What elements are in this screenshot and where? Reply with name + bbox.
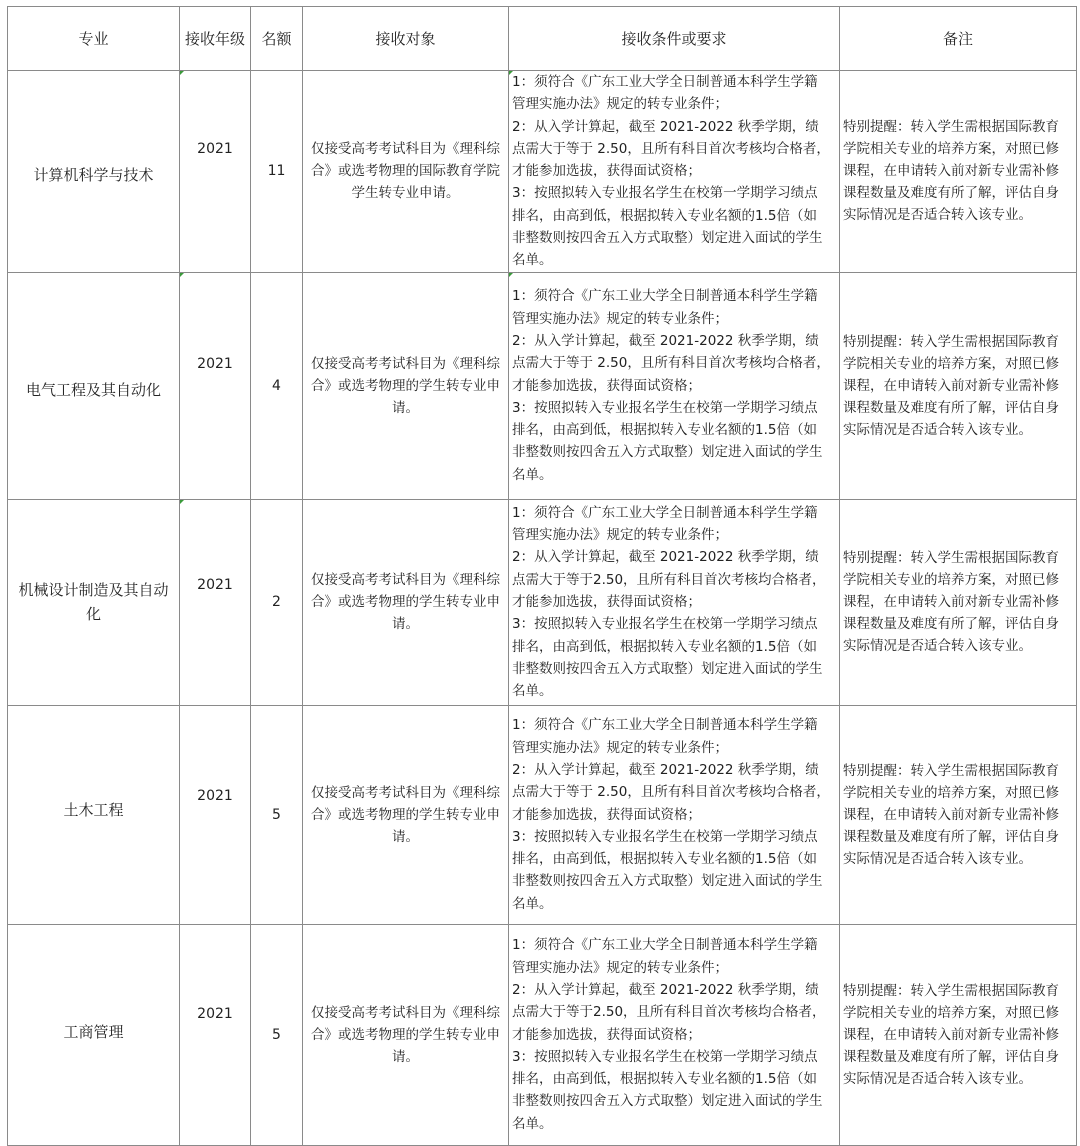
cell-corner-marker	[180, 273, 184, 277]
requirements-cell	[509, 924, 840, 1145]
requirement-line: 管理实施办法》规定的转专业条件；	[512, 739, 728, 756]
grade-cell	[180, 499, 251, 705]
target-text: 仅接受高考考试科目为《理科综合》或选考物理的学生转专业申请。	[311, 572, 500, 633]
quota-value: 2	[272, 594, 281, 611]
cell-corner-marker	[509, 71, 513, 75]
grade-cell	[180, 71, 251, 273]
header-requirements: 接收条件或要求	[509, 7, 840, 71]
header-major: 专业	[8, 7, 180, 71]
requirement-line: 点需大于等于 2.50，且所有科目首次考核均合格者，	[512, 784, 830, 801]
cell-corner-marker	[180, 500, 184, 504]
quota-cell	[251, 499, 303, 705]
target-text: 仅接受高考考试科目为《理科综合》或选考物理的学生转专业申请。	[311, 355, 500, 416]
requirement-line: 点需大于等于2.50，且所有科目首次考核均合格者，	[512, 1004, 826, 1021]
requirement-line: 排名，由高到低，根据拟转入专业名额的1.5倍（如	[512, 422, 817, 439]
major-name: 机械设计制造及其自动化	[18, 581, 169, 624]
requirement-line: 3：按照拟转入专业报名学生在校第一学期学习绩点	[512, 828, 818, 845]
requirement-line: 1：须符合《广东工业大学全日制普通本科学生学籍	[512, 288, 818, 305]
requirement-line: 3：按照拟转入专业报名学生在校第一学期学习绩点	[512, 399, 818, 416]
requirement-line: 3：按照拟转入专业报名学生在校第一学期学习绩点	[512, 616, 818, 633]
requirement-line: 管理实施办法》规定的转专业条件；	[512, 96, 728, 113]
requirement-line: 名单。	[512, 683, 553, 700]
target-cell	[303, 71, 509, 273]
quota-cell	[251, 924, 303, 1145]
quota-value: 11	[267, 163, 286, 180]
requirement-line: 排名，由高到低，根据拟转入专业名额的1.5倍（如	[512, 1071, 817, 1088]
requirement-line: 名单。	[512, 466, 553, 483]
grade-value: 2021	[197, 1005, 233, 1022]
requirement-line: 名单。	[512, 1115, 553, 1132]
requirement-line: 管理实施办法》规定的转专业条件；	[512, 959, 728, 976]
requirement-line: 管理实施办法》规定的转专业条件；	[512, 310, 728, 327]
requirement-line: 管理实施办法》规定的转专业条件；	[512, 527, 728, 544]
requirement-line: 1：须符合《广东工业大学全日制普通本科学生学籍	[512, 504, 818, 521]
requirement-line: 排名，由高到低，根据拟转入专业名额的1.5倍（如	[512, 851, 817, 868]
grade-value: 2021	[197, 576, 233, 593]
note-cell	[840, 272, 1077, 499]
grade-value: 2021	[197, 355, 233, 372]
requirement-line: 非整数则按四舍五入方式取整）划定进入面试的学生	[512, 230, 823, 247]
requirements-cell	[509, 272, 840, 499]
target-text: 仅接受高考考试科目为《理科综合》或选考物理的国际教育学院学生转专业申请。	[311, 141, 500, 202]
target-cell	[303, 499, 509, 705]
grade-value: 2021	[197, 787, 233, 804]
major-name: 电气工程及其自动化	[25, 380, 161, 399]
target-cell	[303, 924, 509, 1145]
requirement-line: 才能参加选拔，获得面试资格；	[512, 806, 701, 823]
major-cell	[8, 924, 180, 1145]
requirement-line: 才能参加选拔，获得面试资格；	[512, 163, 701, 180]
table-row	[8, 705, 1077, 924]
requirement-line: 1：须符合《广东工业大学全日制普通本科学生学籍	[512, 717, 818, 734]
cell-corner-marker	[180, 71, 184, 75]
major-cell	[8, 705, 180, 924]
requirement-line: 排名，由高到低，根据拟转入专业名额的1.5倍（如	[512, 207, 817, 224]
target-cell	[303, 705, 509, 924]
quota-value: 5	[272, 1026, 281, 1043]
major-name: 工商管理	[63, 1022, 124, 1041]
table-row	[8, 499, 1077, 705]
requirement-line: 非整数则按四舍五入方式取整）划定进入面试的学生	[512, 1093, 823, 1110]
table-row	[8, 924, 1077, 1145]
requirement-line: 名单。	[512, 252, 553, 269]
requirement-line: 才能参加选拔，获得面试资格；	[512, 594, 701, 611]
grade-cell	[180, 705, 251, 924]
quota-cell	[251, 272, 303, 499]
note-text: 特别提醒：转入学生需根据国际教育学院相关专业的培养方案，对照已修课程，在申请转入前对新专业需补修课程数量及难度有所了解，评估自身实际情况是否适合转入该专业。	[843, 982, 1059, 1087]
requirement-line: 点需大于等于 2.50，且所有科目首次考核均合格者，	[512, 140, 830, 157]
major-name: 土木工程	[63, 800, 124, 819]
grade-cell	[180, 924, 251, 1145]
note-cell	[840, 924, 1077, 1145]
header-notes: 备注	[840, 7, 1077, 71]
requirements-cell	[509, 499, 840, 705]
requirement-line: 排名，由高到低，根据拟转入专业名额的1.5倍（如	[512, 638, 817, 655]
major-cell	[8, 272, 180, 499]
note-text: 特别提醒：转入学生需根据国际教育学院相关专业的培养方案，对照已修课程，在申请转入前对新专业需补修课程数量及难度有所了解，评估自身实际情况是否适合转入该专业。	[843, 762, 1059, 867]
requirement-line: 才能参加选拔，获得面试资格；	[512, 377, 701, 394]
grade-cell	[180, 272, 251, 499]
major-cell	[8, 71, 180, 273]
grade-value: 2021	[197, 141, 233, 157]
note-cell	[840, 705, 1077, 924]
requirement-line: 2：从入学计算起，截至 2021-2022 秋季学期，绩	[512, 549, 819, 566]
quota-value: 5	[272, 806, 281, 823]
target-cell	[303, 272, 509, 499]
table-row	[8, 272, 1077, 499]
table-row	[8, 71, 1077, 273]
cell-corner-marker	[509, 273, 513, 277]
requirement-line: 点需大于等于2.50，且所有科目首次考核均合格者，	[512, 571, 826, 588]
requirement-line: 3：按照拟转入专业报名学生在校第一学期学习绩点	[512, 185, 818, 202]
quota-cell	[251, 705, 303, 924]
quota-value: 4	[272, 377, 281, 394]
note-text: 特别提醒：转入学生需根据国际教育学院相关专业的培养方案，对照已修课程，在申请转入前对新专业需补修课程数量及难度有所了解，评估自身实际情况是否适合转入该专业。	[843, 333, 1059, 438]
header-grade: 接收年级	[180, 7, 251, 71]
target-text: 仅接受高考考试科目为《理科综合》或选考物理的学生转专业申请。	[311, 784, 500, 845]
requirement-line: 名单。	[512, 895, 553, 912]
requirement-line: 点需大于等于 2.50，且所有科目首次考核均合格者，	[512, 355, 830, 372]
table-header-row	[8, 7, 1077, 71]
requirement-line: 3：按照拟转入专业报名学生在校第一学期学习绩点	[512, 1048, 818, 1065]
requirement-line: 非整数则按四舍五入方式取整）划定进入面试的学生	[512, 444, 823, 461]
requirement-line: 非整数则按四舍五入方式取整）划定进入面试的学生	[512, 873, 823, 890]
requirement-line: 非整数则按四舍五入方式取整）划定进入面试的学生	[512, 660, 823, 677]
transfer-major-table	[7, 6, 1077, 1146]
requirement-line: 2：从入学计算起，截至 2021-2022 秋季学期，绩	[512, 332, 819, 349]
requirement-line: 2：从入学计算起，截至 2021-2022 秋季学期，绩	[512, 981, 819, 998]
quota-cell	[251, 71, 303, 273]
header-target: 接收对象	[303, 7, 509, 71]
requirement-line: 1：须符合《广东工业大学全日制普通本科学生学籍	[512, 74, 818, 90]
requirements-cell	[509, 705, 840, 924]
requirement-line: 2：从入学计算起，截至 2021-2022 秋季学期，绩	[512, 761, 819, 778]
note-text: 特别提醒：转入学生需根据国际教育学院相关专业的培养方案，对照已修课程，在申请转入前对新专业需补修课程数量及难度有所了解，评估自身实际情况是否适合转入该专业。	[843, 550, 1059, 655]
header-quota: 名额	[251, 7, 303, 71]
note-text: 特别提醒：转入学生需根据国际教育学院相关专业的培养方案，对照已修课程，在申请转入前对新专业需补修课程数量及难度有所了解，评估自身实际情况是否适合转入该专业。	[843, 119, 1059, 224]
requirement-line: 1：须符合《广东工业大学全日制普通本科学生学籍	[512, 937, 818, 954]
target-text: 仅接受高考考试科目为《理科综合》或选考物理的学生转专业申请。	[311, 1004, 500, 1065]
note-cell	[840, 71, 1077, 273]
major-name: 计算机科学与技术	[33, 166, 154, 185]
major-cell	[8, 499, 180, 705]
requirement-line: 才能参加选拔，获得面试资格；	[512, 1026, 701, 1043]
requirement-line: 2：从入学计算起，截至 2021-2022 秋季学期，绩	[512, 118, 819, 135]
note-cell	[840, 499, 1077, 705]
requirements-cell	[509, 71, 840, 273]
